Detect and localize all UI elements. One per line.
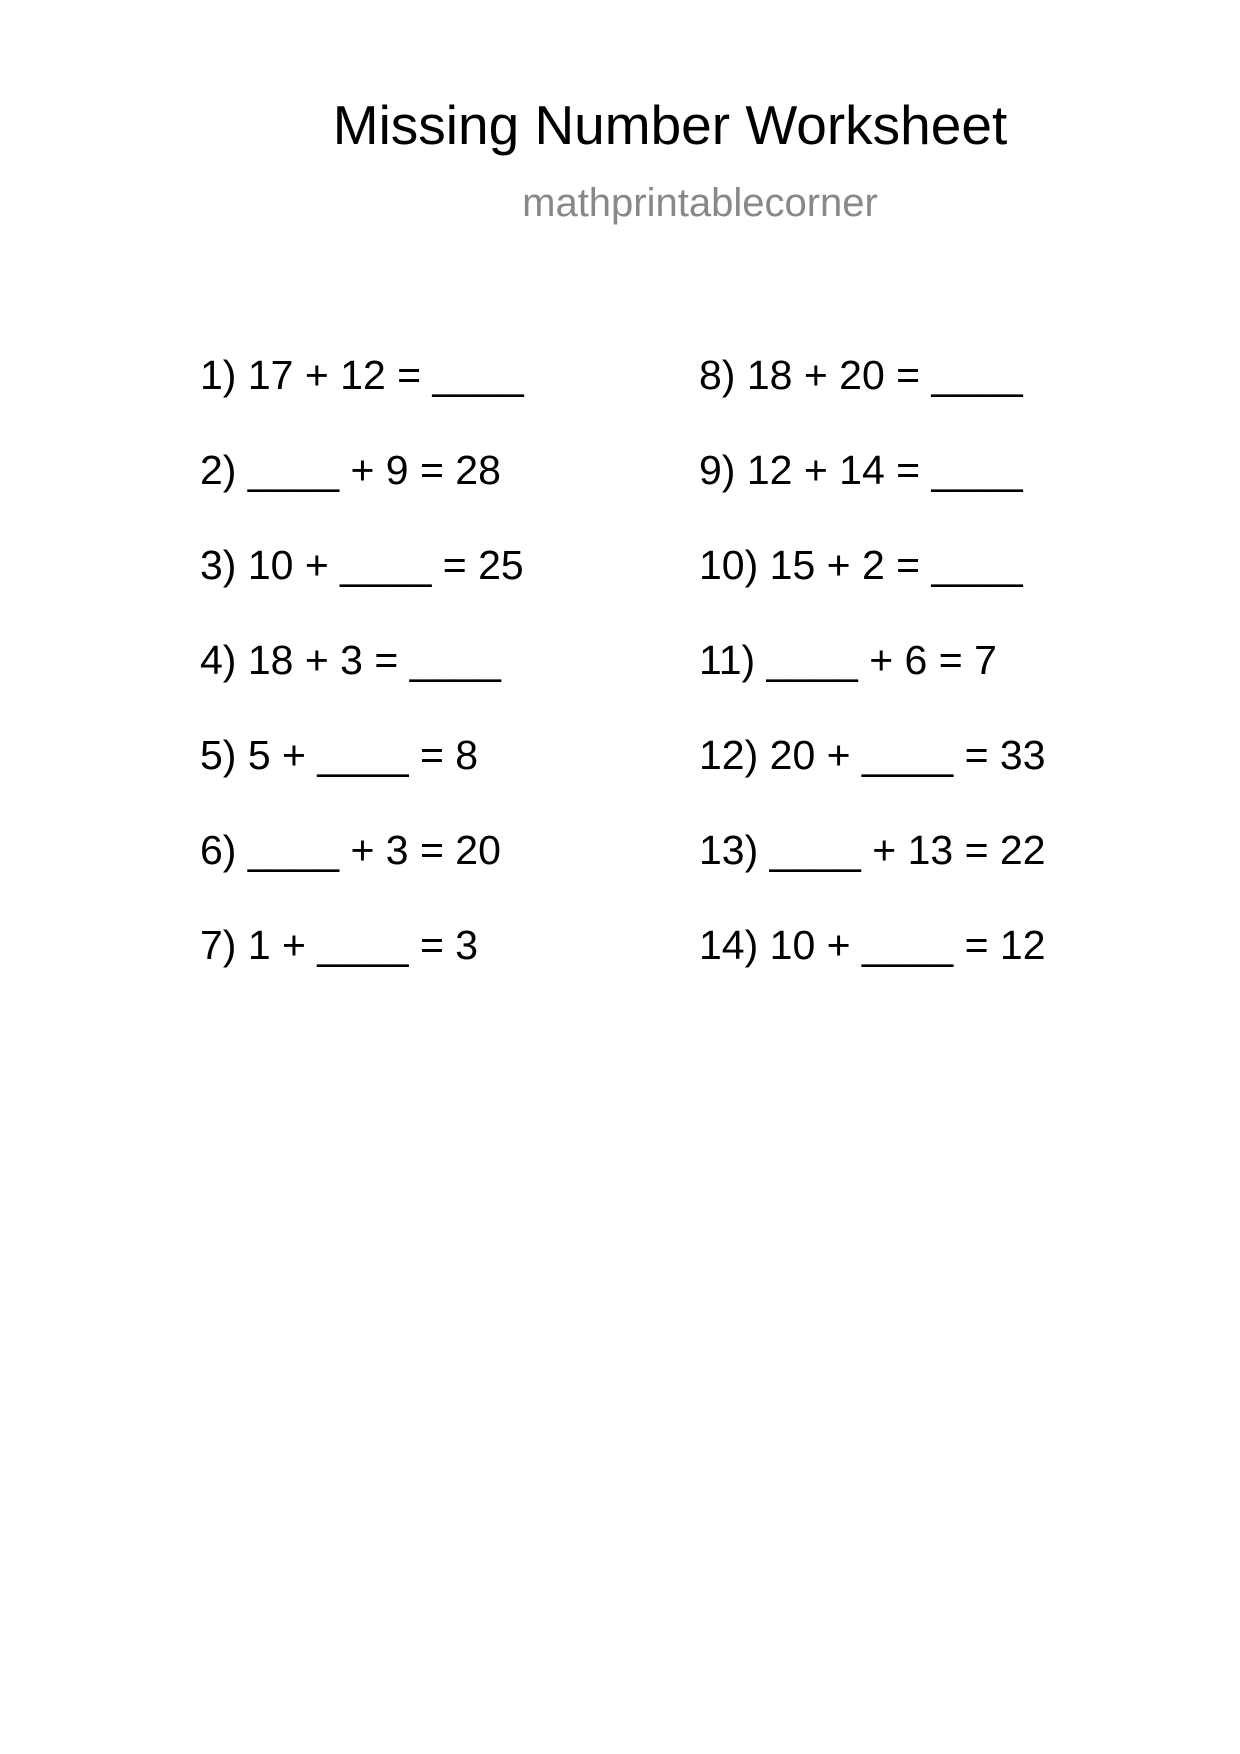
problem-9: 9) 12 + 14 = ____ [699,447,1023,493]
problem-14: 14) 10 + ____ = 12 [699,922,1046,968]
problem-11: 11) ____ + 6 = 7 [699,637,997,683]
worksheet-subtitle: mathprintablecorner [522,181,878,225]
problems-column-left [200,347,524,1012]
problem-7: 7) 1 + ____ = 3 [200,922,479,968]
problem-6: 6) ____ + 3 = 20 [200,827,501,873]
problem-3: 3) 10 + ____ = 25 [200,542,524,588]
problem-4: 4) 18 + 3 = ____ [200,637,501,683]
problems-column-right [699,347,1046,1012]
problem-13: 13) ____ + 13 = 22 [699,827,1046,873]
problem-1: 1) 17 + 12 = ____ [200,352,524,398]
problem-10: 10) 15 + 2 = ____ [699,542,1023,588]
problem-2: 2) ____ + 9 = 28 [200,447,501,493]
problem-8: 8) 18 + 20 = ____ [699,352,1023,398]
problem-12: 12) 20 + ____ = 33 [699,732,1046,778]
problem-5: 5) 5 + ____ = 8 [200,732,479,778]
worksheet-title: Missing Number Worksheet [332,94,1008,156]
